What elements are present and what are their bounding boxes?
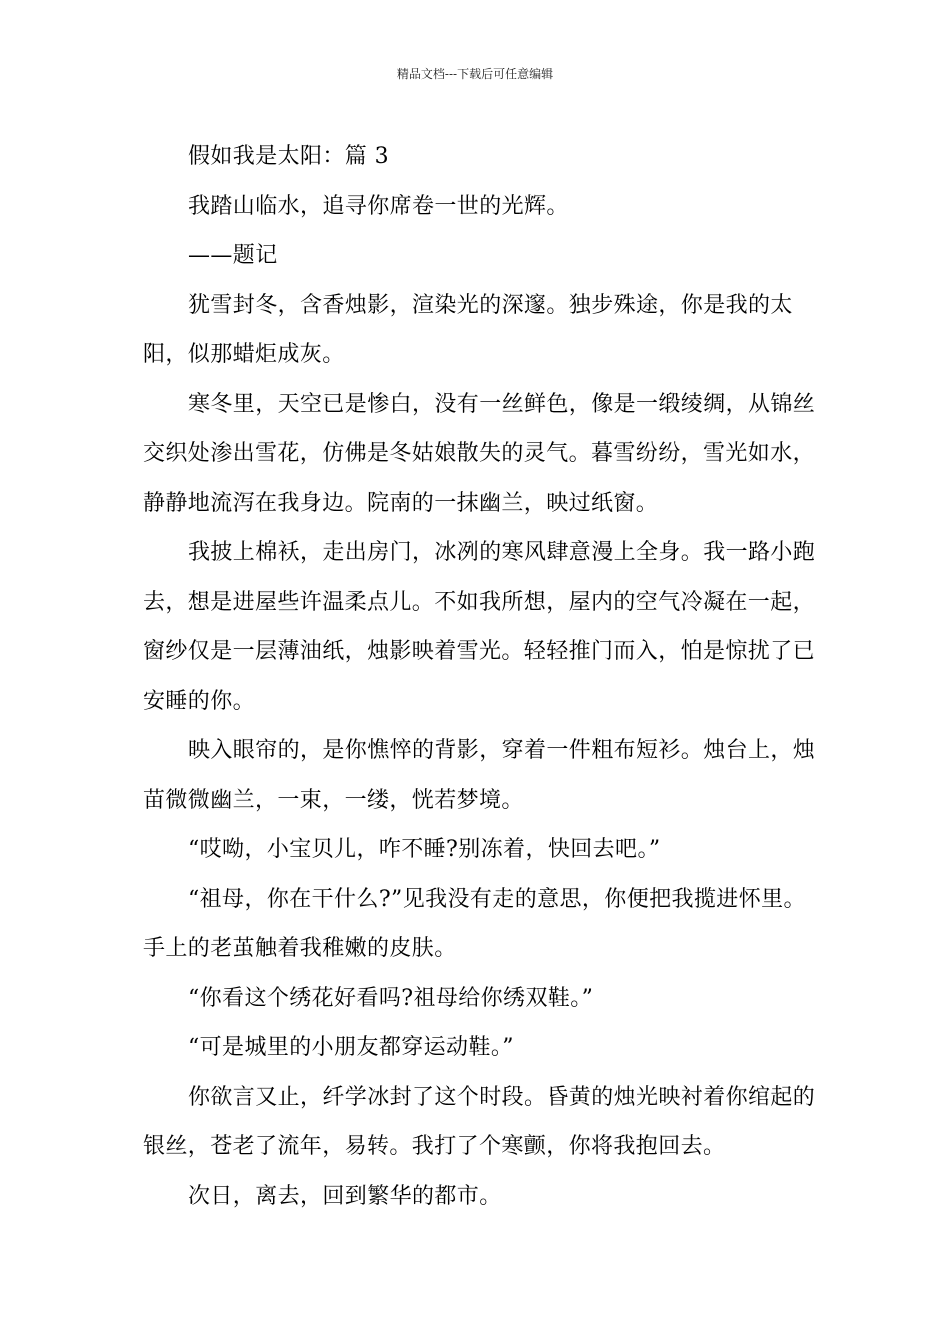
document-body xyxy=(143,132,823,1221)
paragraph: 犹雪封冬，含香烛影，渲染光的深邃。独步殊途，你是我的太阳，似那蜡炬成灰。 xyxy=(143,292,793,367)
essay-title: 假如我是太阳：篇 3 xyxy=(188,144,389,169)
dialogue-line: “哎呦，小宝贝儿，咋不睡?别冻着，快回去吧。” xyxy=(188,837,661,862)
dialogue-line: “你看这个绣花好看吗?祖母给你绣双鞋。” xyxy=(188,985,594,1011)
page-header: 精品文档---下载后可任意编辑 xyxy=(396,67,554,81)
dialogue-line: “祖母，你在干什么?”见我没有走的意思，你便把我揽进怀里。手上的老茧触着我稚嫩的皮肤。 xyxy=(143,886,806,961)
paragraph: 次日，离去，回到繁华的都市。 xyxy=(188,1183,502,1209)
epigraph: 我踏山临水，追寻你席卷一世的光辉。 xyxy=(188,193,569,219)
paragraph: 寒冬里，天空已是惨白，没有一丝鲜色，像是一缎绫绸，从锦丝交织处渗出雪花，仿佛是冬姑娘散失的灵气。暮雪纷纷，雪光如水，静静地流泻在我身边。院南的一抹幽兰，映过纸窗。 xyxy=(143,391,816,516)
paragraph: 你欲言又止，纤学冰封了这个时段。昏黄的烛光映衬着你绾起的银丝，苍老了流年，易转。我打了个寒颤，你将我抱回去。 xyxy=(143,1084,816,1159)
paragraph: 我披上棉袄，走出房门，冰冽的寒风肆意漫上全身。我一路小跑去，想是进屋些许温柔点儿。不如我所想，屋内的空气冷凝在一起，窗纱仅是一层薄油纸，烛影映着雪光。轻轻推门而入，怕是惊扰了已安睡的你。 xyxy=(143,540,816,714)
paragraph: 映入眼帘的，是你憔悴的背影，穿着一件粗布短衫。烛台上，烛苗微微幽兰，一束，一缕，恍若梦境。 xyxy=(143,738,816,813)
dialogue-line: “可是城里的小朋友都穿运动鞋。” xyxy=(188,1035,514,1060)
epigraph-attribution: ——题记 xyxy=(188,243,278,268)
